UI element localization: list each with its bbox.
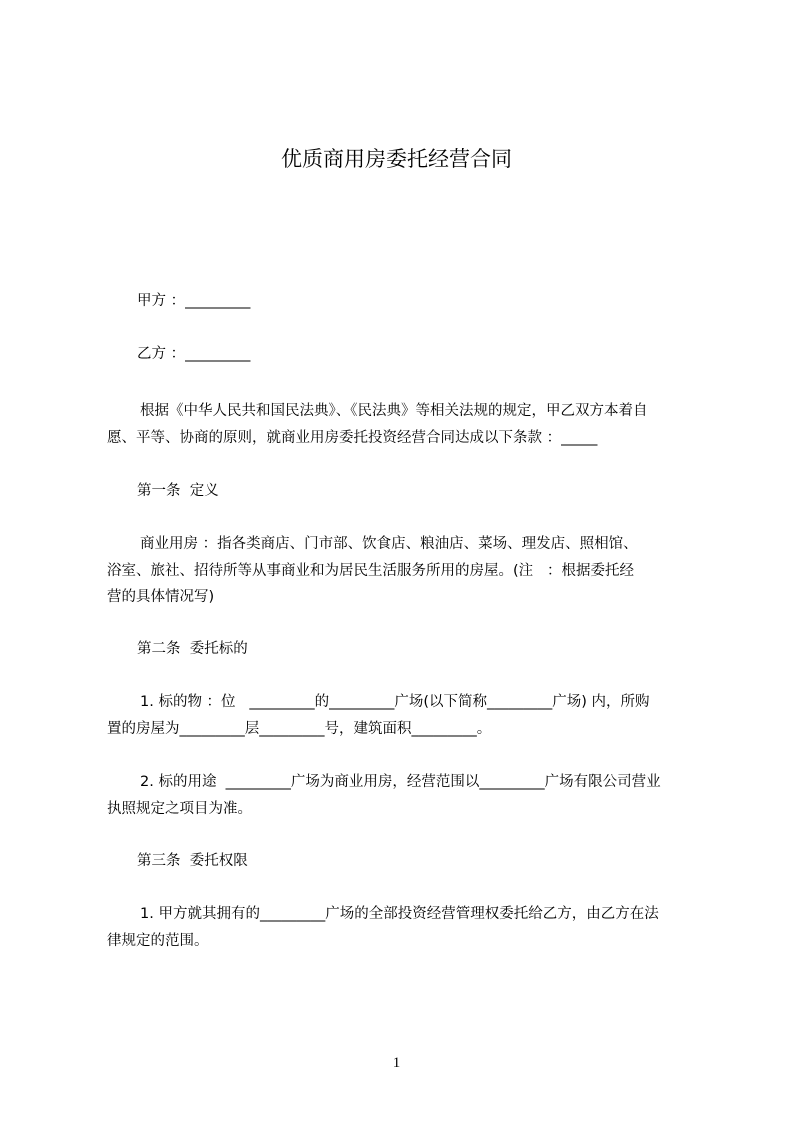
article-1-line: 浴室、旅社、招待所等从事商业和为居民生活服务所用的房屋。(注 ：根据委托经 (107, 563, 634, 579)
page-number: 1 (392, 1055, 401, 1071)
article-1-line: 商业用房 ：指各类商店、门市部、饮食店、粮油店、菜场、理发店、照相馆、 (140, 536, 638, 552)
article-2-item-2-line: 2. 标的用途 _________广场为商业用房，经营范围以_________广场有限公司营业 (140, 774, 661, 790)
article-2-heading: 第二条 委托标的 (137, 641, 248, 657)
article-3-item-1-line: 律规定的范围。 (107, 933, 209, 949)
article-1-heading: 第一条 定义 (137, 483, 219, 499)
article-3-item-1-line: 1. 甲方就其拥有的_________广场的全部投资经营管理权委托给乙方，由乙方在法 (140, 906, 659, 922)
article-2-item-1-line: 置的房屋为_________层_________号，建筑面积_________。 (107, 721, 492, 737)
article-3-heading: 第三条 委托权限 (137, 853, 248, 869)
party-b-line: 乙方 ：_________ (137, 346, 251, 362)
preamble-line: 愿、平等、协商的原则，就商业用房委托投资经营合同达成以下条款 ：_____ (107, 430, 598, 446)
article-2-item-2-line: 执照规定之项目为准。 (107, 801, 252, 817)
preamble-line: 根据《中华人民共和国民法典》、《民法典》等相关法规的规定，甲乙双方本着自 (140, 403, 648, 419)
article-1-line: 营的具体情况写) (107, 589, 215, 605)
party-a-line: 甲方 ：_________ (137, 293, 251, 309)
article-2-item-1-line: 1. 标的物 ：位 _________的_________广场(以下简称_________广场) 内，所购 (140, 694, 650, 710)
document-title: 优质商用房委托经营合同 (281, 147, 512, 171)
